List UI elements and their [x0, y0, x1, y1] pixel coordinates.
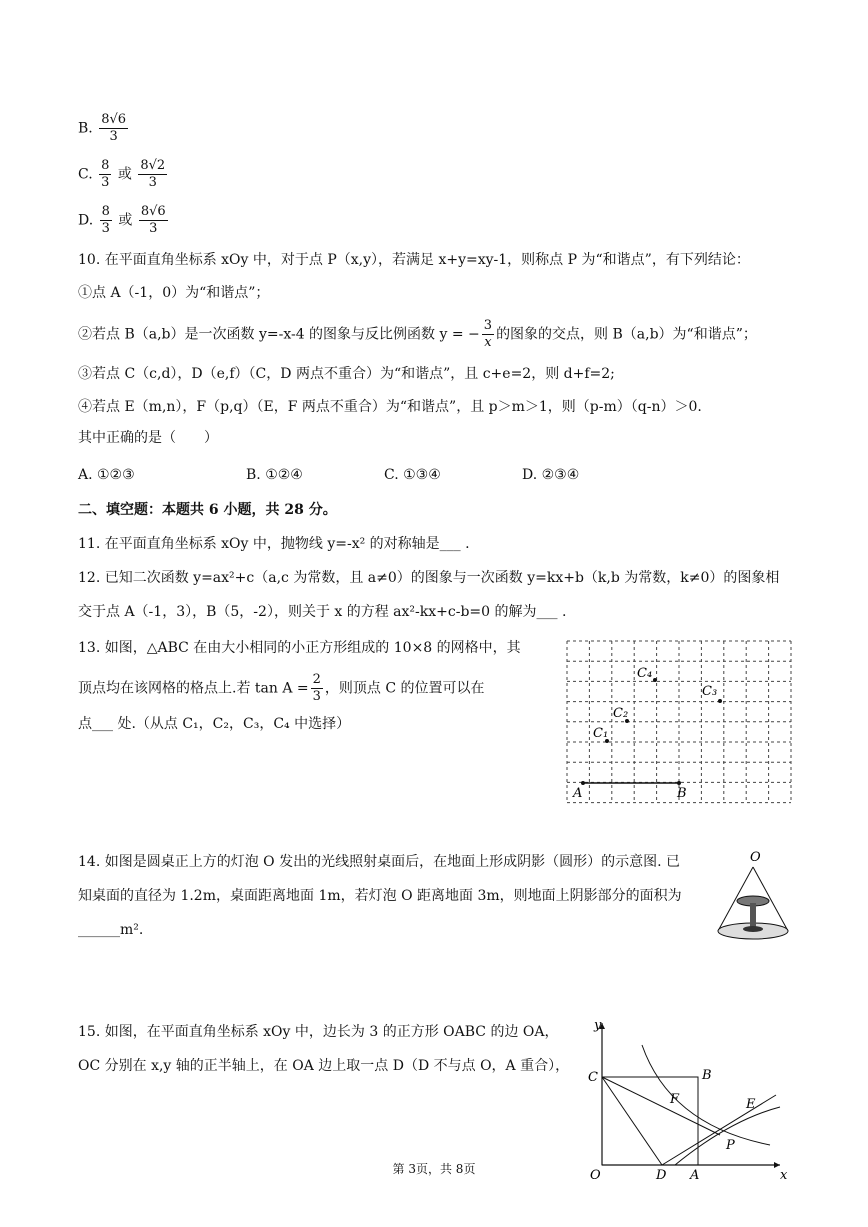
point-a — [581, 781, 585, 785]
label-c2: C₂ — [613, 706, 629, 721]
point-c3 — [718, 699, 722, 703]
label-p: P — [726, 1138, 735, 1153]
q13-line-2: 顶点均在该网格的格点上.若 tan A = $\frac{2}{3}$ ，则顶点 C 的位置可以在 — [78, 672, 485, 704]
q10-choice-a: A. ①②③ — [78, 467, 135, 483]
label-x: x — [780, 1168, 788, 1183]
q10-statement-3: ③若点 C（c,d），D（e,f）（C，D 两点不重合）为“和谐点”，且 c+e=2，则 d+f=2; — [78, 366, 615, 382]
q13-line-1: 13. 如图，△ABC 在由大小相同的小正方形组成的 10×8 的网格中，其 — [78, 640, 521, 656]
label-d: D — [656, 1168, 667, 1183]
label-a: A — [690, 1168, 700, 1183]
label-y: y — [594, 1018, 602, 1033]
fraction: $\frac{2}{3}$ — [312, 672, 321, 704]
point-b — [677, 781, 681, 785]
q10-statement-4: ④若点 E（m,n），F（p,q）（E，F 两点不重合）为“和谐点”，且 p＞m＞1，则（p-m）（q-n）＞0. — [78, 399, 702, 415]
label-a: A — [573, 786, 583, 801]
fraction: $\frac{8}{3}$ — [101, 204, 110, 236]
q15-line-1: 15. 如图，在平面直角坐标系 xOy 中，边长为 3 的正方形 OABC 的边 OA， — [78, 1024, 559, 1040]
label-o: O — [750, 850, 761, 865]
option-d: D. $\frac{8}{3}$ 或 $\frac{8√6}{3}$ — [78, 204, 166, 236]
q10-statement-1: ①点 A（-1，0）为“和谐点”； — [78, 285, 270, 301]
label-c1: C₁ — [593, 726, 609, 741]
q10-ask: 其中正确的是（ ） — [78, 430, 218, 446]
curve-1 — [642, 1045, 770, 1145]
q13-grid-figure — [563, 637, 795, 805]
label-b: B — [702, 1068, 712, 1083]
fraction: $\frac{8√2}{3}$ — [140, 158, 166, 190]
page-footer: 第 3页，共 8页 — [392, 1162, 476, 1176]
table-leg — [750, 903, 756, 927]
q10-choice-d: D. ②③④ — [522, 467, 580, 483]
q10-choice-b: B. ①②④ — [246, 467, 303, 483]
fraction: $\frac{8√6}{3}$ — [140, 204, 166, 236]
q10-stem: 10. 在平面直角坐标系 xOy 中，对于点 P（x,y），若满足 x+y=xy-1，则称点 P 为“和谐点”，有下列结论： — [78, 252, 750, 268]
q15-line-2: OC 分别在 x,y 轴的正半轴上，在 OA 边上取一点 D（D 不与点 O，A 重合）， — [78, 1058, 570, 1074]
label-f: F — [670, 1092, 680, 1107]
label-c: C — [588, 1070, 598, 1085]
label-b: B — [677, 786, 687, 801]
q14-lamp-figure — [712, 845, 792, 945]
label-o: O — [590, 1168, 601, 1183]
q12-line-1: 12. 已知二次函数 y=ax²+c（a,c 为常数，且 a≠0）的图象与一次函数 y=kx+b（k,b 为常数，k≠0）的图象相 — [78, 570, 780, 586]
label-c3: C₃ — [702, 684, 718, 699]
section-heading: 二、填空题：本题共 6 小题，共 28 分。 — [78, 502, 337, 518]
q13-line-3: 点___ 处.（从点 C₁，C₂，C₃，C₄ 中选择） — [78, 716, 351, 732]
q10-statement-2: ②若点 B（a,b）是一次函数 y=-x-4 的图象与反比例函数 y = − $\frac{3}{x}$ 的图象的交点，则 B（a,b）为“和谐点”； — [78, 318, 757, 350]
option-c: C. $\frac{8}{3}$ 或 $\frac{8√2}{3}$ — [78, 158, 166, 190]
q14-line-2: 知桌面的直径为 1.2m，桌面距离地面 1m，若灯泡 O 距离地面 3m，则地面上阴影部分的面积为 — [78, 888, 682, 904]
q10-choice-c: C. ①③④ — [384, 467, 441, 483]
segment-cd — [602, 1077, 662, 1165]
dashed-grid — [567, 641, 791, 803]
fraction: $\frac{3}{x}$ — [483, 318, 493, 350]
table-base — [743, 926, 763, 932]
curve-2 — [675, 1107, 780, 1165]
q12-line-2: 交于点 A（-1，3），B（5，-2），则关于 x 的方程 ax²-kx+c-b=0 的解为___ . — [78, 604, 567, 620]
q14-line-3: ______m². — [78, 922, 144, 938]
q14-line-1: 14. 如图是圆桌正上方的灯泡 O 发出的光线照射桌面后，在地面上形成阴影（圆形）的示意图. 已 — [78, 854, 680, 870]
segment-cp — [602, 1077, 720, 1135]
fraction: $\frac{8√6}{3}$ — [101, 112, 127, 144]
q11: 11. 在平面直角坐标系 xOy 中，抛物线 y=-x² 的对称轴是___ . — [78, 536, 470, 552]
fraction: $\frac{8}{3}$ — [101, 158, 110, 190]
label-c4: C₄ — [637, 666, 653, 681]
point-c4 — [653, 678, 657, 682]
label-e: E — [746, 1097, 756, 1112]
segment-de — [662, 1095, 776, 1165]
option-b: B. $\frac{8√6}{3}$ — [78, 112, 127, 144]
